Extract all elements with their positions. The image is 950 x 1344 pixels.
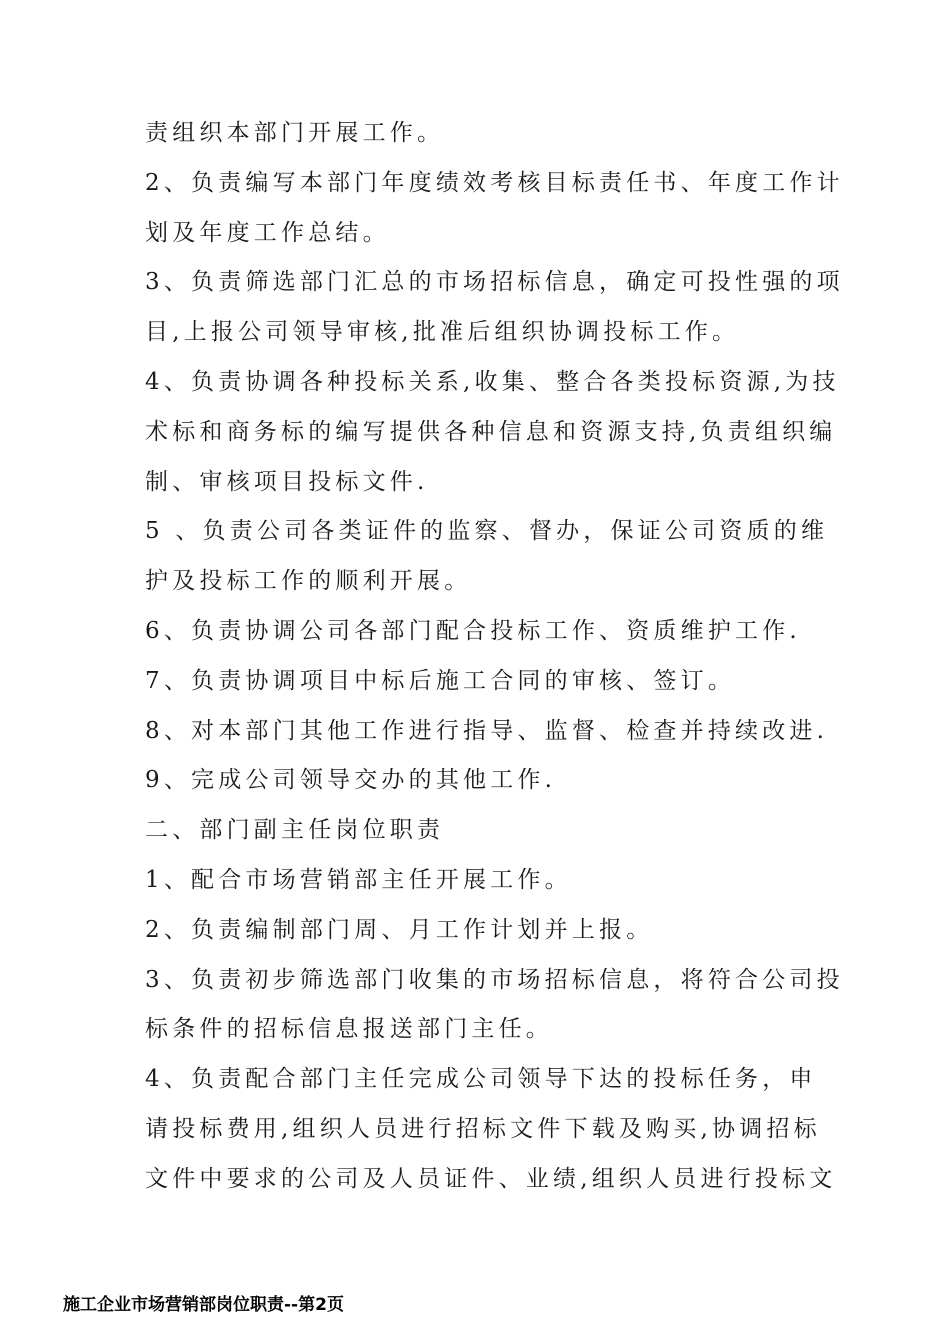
text-line: 5 、负责公司各类证件的监察、督办，保证公司资质的维 — [145, 518, 829, 545]
text-line: 1、配合市场营销部主任开展工作。 — [145, 866, 572, 893]
text-line: 8、对本部门其他工作进行指导、监督、检查并持续改进. — [145, 717, 829, 744]
text-line: 护及投标工作的顺利开展。 — [145, 568, 472, 595]
text-line: 7、负责协调项目中标后施工合同的审核、签订。 — [145, 667, 736, 694]
text-line: 制、审核项目投标文件. — [145, 468, 429, 495]
section-heading: 二、部门副主任岗位职责 — [145, 817, 445, 844]
text-line: 9、完成公司领导交办的其他工作. — [145, 767, 557, 794]
text-line: 3、负责初步筛选部门收集的市场招标信息，将符合公司投 — [145, 966, 844, 993]
text-line: 4、负责协调各种投标关系,收集、整合各类投标资源,为技 — [145, 368, 840, 395]
text-line: 4、负责配合部门主任完成公司领导下达的投标任务，申 — [145, 1066, 817, 1093]
text-line: 6、负责协调公司各部门配合投标工作、资质维护工作. — [145, 617, 801, 644]
text-line: 标条件的招标信息报送部门主任。 — [145, 1016, 553, 1043]
page-footer: 施工企业市场营销部岗位职责--第2页 — [63, 1295, 344, 1315]
text-line: 划及年度工作总结。 — [145, 219, 390, 246]
text-line: 术标和商务标的编写提供各种信息和资源支持,负责组织编 — [145, 418, 837, 445]
text-line: 2、负责编写本部门年度绩效考核目标责任书、年度工作计 — [145, 169, 844, 196]
text-line: 文件中要求的公司及人员证件、业绩,组织人员进行投标文 — [145, 1165, 837, 1192]
text-line: 3、负责筛选部门汇总的市场招标信息，确定可投性强的项 — [145, 269, 844, 296]
text-line: 责组织本部门开展工作。 — [145, 120, 445, 146]
document-body — [145, 109, 844, 1205]
text-line: 2、负责编制部门周、月工作计划并上报。 — [145, 916, 654, 943]
text-line: 目,上报公司领导审核,批准后组织协调投标工作。 — [145, 319, 740, 346]
text-line: 请投标费用,组织人员进行招标文件下载及购买,协调招标 — [145, 1115, 821, 1142]
